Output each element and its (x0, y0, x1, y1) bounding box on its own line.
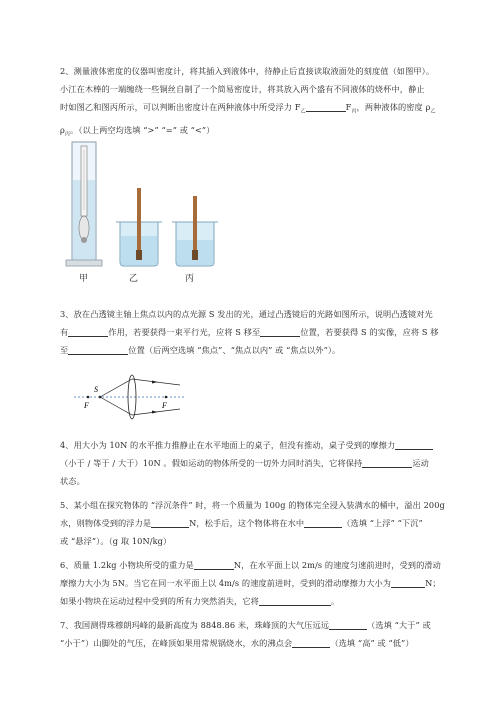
q5-line-1: 5、某小组在探究物体的 “浮沉条件” 时，将一个质量为 100g 的物体完全浸入装满水的桶中，溢出 200g (60, 500, 445, 510)
q3-line-3: 至 位置（后两空选填 “焦点”、“焦点以内” 或 “焦点以外”）。 (60, 345, 341, 355)
cylinder-jia (66, 142, 102, 266)
question-7 (60, 616, 450, 652)
q3-blank-2[interactable] (260, 326, 300, 337)
q4-blank-2[interactable] (362, 457, 412, 468)
question-2 (60, 62, 450, 143)
q2-line-2: 小江在木棒的一端缠绕一些铜丝自制了一个简易密度计，将其放入两个盛有不同液体的烧杯中，静止 (60, 84, 425, 94)
question-5 (60, 496, 450, 550)
question-6 (60, 556, 450, 610)
q5-line-2: 水，则物体受到的浮力是 N，松手后，这个物体将在水中 （选填 “上浮” “下沉” (60, 518, 423, 528)
q4-line-1: 4、用大小为 10N 的水平推力推静止在水平地面上的桌子，但没有推动，桌子受到的摩擦力 (60, 436, 450, 454)
q4-blank-1[interactable] (395, 439, 433, 450)
figure-label-bing: 丙 (185, 274, 195, 284)
q6-blank-2[interactable] (391, 577, 425, 588)
lens-label-f-left: F (84, 401, 89, 410)
q6-blank-1[interactable] (194, 559, 234, 570)
q3-blank-3[interactable] (68, 344, 128, 355)
q4-line-3: 状态。 (60, 476, 85, 486)
beaker-yi (116, 188, 162, 266)
figure-label-jia: 甲 (79, 274, 89, 284)
q5-line-3: 或 “悬浮”）。（g 取 10N/kg） (60, 536, 172, 546)
q5-blank-2[interactable] (304, 517, 342, 528)
q2-blank-1[interactable] (306, 101, 346, 112)
lens-diagram (70, 373, 190, 423)
lens-label-f-right: F (162, 401, 167, 410)
q6-line-2: 摩擦力大小为 5N。当它在同一水平面上以 4m/s 的速度前进时，受到的滑动摩擦力大小为 N； (60, 578, 441, 588)
q7-blank-2[interactable] (292, 637, 330, 648)
q7-line-2: “小于”）山脚处的气压，在峰顶如果用常规锅烧水，水的沸点会 （选填 “高” 或 “低”） (60, 638, 414, 648)
q3-line-2: 有 作用，若要获得一束平行光，应将 S 移至 位置，若要获得 S 的实像，应将 S 移 (60, 327, 439, 337)
q6-blank-3[interactable] (259, 595, 331, 606)
q3-line-1: 3、放在凸透镜主轴上焦点以内的点光源 S 发出的光，通过凸透镜后的光路如图所示，说明凸透镜对光 (60, 309, 433, 319)
hydrometer-figure (64, 140, 234, 270)
q2-line-3: 时如图乙和图丙所示，可以判断出密度计在两种液体中所受浮力 $F_乙$ $F_丙$，两种液体的密度 $\rho_乙$ (60, 102, 436, 115)
beaker-bing (172, 196, 218, 266)
q2-line-1: 2、测量液体密度的仪器叫密度计，将其插入到液体中，待静止后直接读取液面处的刻度值（如图甲）。 (60, 66, 435, 76)
q2-line-4: $\rho_丙$。（以上两空均选填 “>” “=” 或 “<”） (60, 124, 215, 138)
q4-line-2: （小于 / 等于 / 大于）10N 。假如运动的物体所受的一切外力同时消失，它将保持 运动 (60, 458, 429, 468)
q6-line-3: 如果小物块在运动过程中受到的所有力突然消失，它将 。 (60, 596, 340, 606)
q7-line-1: 7、我国测得珠穆朗玛峰的最新高度为 8848.86 米，珠峰顶的大气压远远 （选填 “大于” 或 (60, 620, 431, 630)
q6-line-1: 6、质量 1.2kg 小物块所受的重力是 N，在水平面上以 2m/s 的速度匀速前进时，受到的滑动 (60, 560, 441, 570)
q7-blank-1[interactable] (329, 619, 367, 630)
q3-blank-1[interactable] (68, 326, 108, 337)
question-4 (60, 436, 450, 490)
question-3 (60, 305, 450, 359)
figure-label-yi: 乙 (129, 274, 139, 284)
q5-blank-1[interactable] (151, 517, 189, 528)
lens-label-s: S (94, 385, 98, 394)
